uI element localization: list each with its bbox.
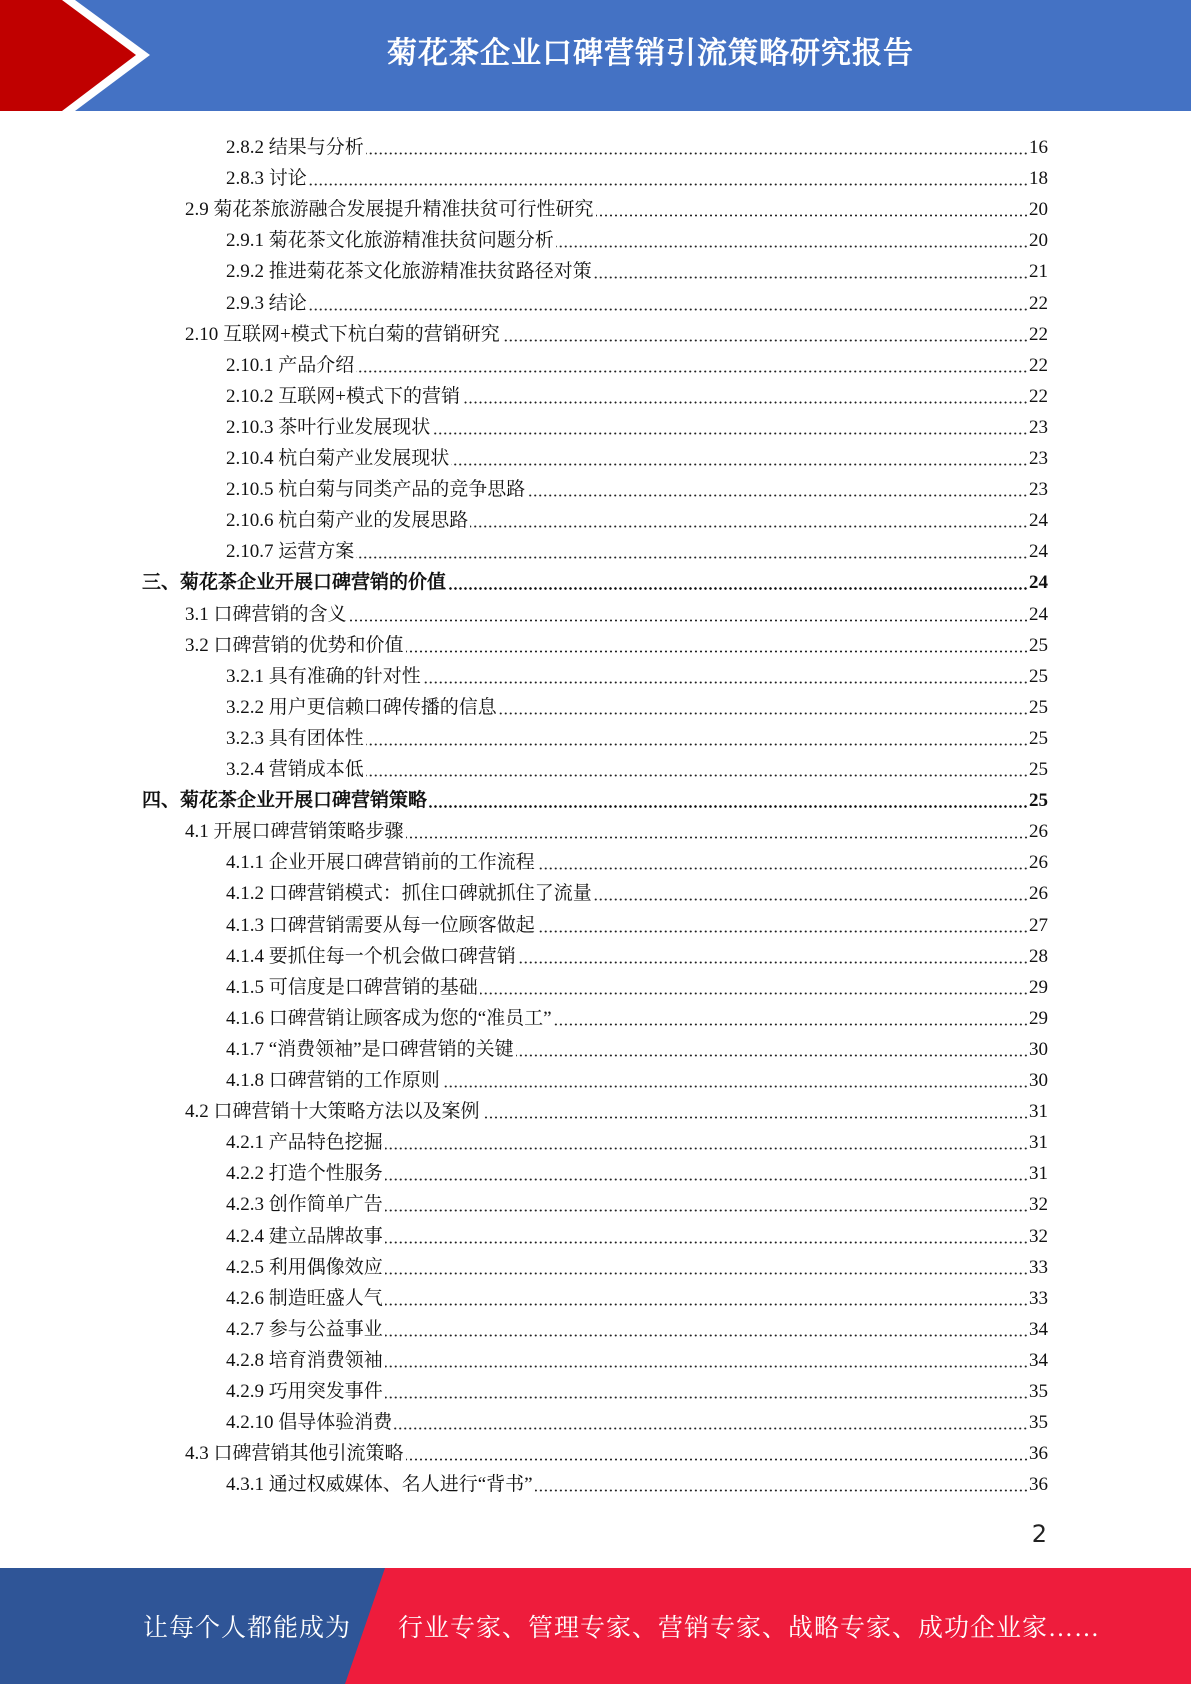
toc-entry-page: 26 — [1029, 852, 1048, 874]
toc-dot-leader — [366, 774, 1028, 777]
toc-entry-page: 33 — [1029, 1256, 1048, 1278]
toc-dot-leader — [596, 214, 1028, 217]
toc-entry-page: 24 — [1029, 572, 1048, 594]
toc-entry-title: 2.10.3 茶叶行业发展现状 — [226, 416, 431, 438]
toc-entry[interactable] — [226, 1123, 1048, 1154]
toc-entry-page: 31 — [1029, 1132, 1048, 1154]
toc-dot-leader — [385, 1147, 1028, 1150]
toc-dot-leader — [537, 867, 1028, 870]
toc-entry[interactable] — [185, 1092, 1048, 1123]
toc-entry-page: 33 — [1029, 1287, 1048, 1309]
toc-dot-leader — [451, 463, 1028, 466]
toc-entry-title: 2.10.4 杭白菊产业发展现状 — [226, 448, 450, 469]
toc-entry[interactable] — [226, 874, 1048, 905]
toc-entry-title: 4.1 开展口碑营销策略步骤 — [185, 821, 404, 843]
toc-entry-title: 4.1.7 “消费领袖”是口碑营销的关键 — [226, 1038, 514, 1060]
toc-dot-leader — [448, 587, 1028, 590]
toc-dot-leader — [429, 805, 1028, 808]
toc-entry-title: 2.10.6 杭白菊产业的发展思路 — [226, 510, 469, 532]
toc-dot-leader — [594, 276, 1028, 279]
toc-entry-title: 三、菊花茶企业开展口碑营销的价值 — [142, 572, 447, 594]
toc-dot-leader — [594, 898, 1028, 901]
toc-dot-leader — [406, 650, 1028, 653]
footer-slogan-right: 行业专家、管理专家、营销专家、战略专家、成功企业家…… — [398, 1615, 1101, 1642]
toc-entry-title: 2.8.3 讨论 — [226, 168, 307, 190]
toc-entry[interactable] — [226, 1248, 1048, 1279]
toc-entry-page: 30 — [1029, 1070, 1048, 1091]
toc-entry[interactable] — [142, 563, 1048, 594]
toc-entry-page: 23 — [1029, 479, 1048, 501]
page-footer — [0, 1568, 1191, 1684]
toc-entry-page: 32 — [1029, 1194, 1048, 1216]
toc-entry[interactable] — [185, 315, 1048, 346]
toc-entry-page: 25 — [1029, 759, 1048, 780]
toc-entry-title: 4.1.4 要抓住每一个机会做口碑营销 — [226, 945, 516, 967]
toc-entry-title: 4.1.6 口碑营销让顾客成为您的“准员工” — [226, 1007, 552, 1029]
toc-entry-page: 31 — [1029, 1101, 1048, 1123]
toc-entry-page: 23 — [1029, 416, 1048, 438]
toc-dot-leader — [366, 743, 1028, 746]
toc-entry-title: 2.10.2 互联网+模式下的营销 — [226, 385, 460, 407]
toc-dot-leader — [502, 339, 1028, 342]
toc-entry[interactable] — [226, 968, 1048, 999]
toc-entry-title: 4.2.3 创作简单广告 — [226, 1194, 383, 1216]
page-header — [0, 0, 1191, 111]
toc-entry[interactable] — [226, 1279, 1048, 1310]
toc-entry-title: 4.1.2 口碑营销模式：抓住口碑就抓住了流量 — [226, 883, 592, 905]
toc-entry[interactable] — [226, 159, 1048, 190]
toc-entry[interactable] — [226, 128, 1048, 159]
toc-entry[interactable] — [185, 595, 1048, 626]
toc-entry-page: 22 — [1029, 354, 1048, 376]
toc-dot-leader — [470, 525, 1028, 528]
toc-dot-leader — [537, 930, 1028, 933]
toc-dot-leader — [499, 712, 1028, 715]
toc-dot-leader — [527, 494, 1028, 497]
toc-entry-title: 2.10.7 运营方案 — [226, 541, 355, 563]
toc-entry-page: 35 — [1029, 1381, 1048, 1402]
report-title: 菊花茶企业口碑营销引流策略研究报告 — [387, 36, 914, 71]
toc-dot-leader — [385, 1303, 1028, 1306]
toc-entry[interactable] — [185, 812, 1048, 843]
toc-entry-title: 2.10 互联网+模式下杭白菊的营销研究 — [185, 323, 500, 345]
toc-entry-page: 20 — [1029, 199, 1048, 221]
toc-entry-page: 25 — [1029, 727, 1048, 749]
toc-entry-title: 4.2.2 打造个性服务 — [226, 1163, 383, 1185]
toc-entry-title: 2.10.5 杭白菊与同类产品的竞争思路 — [226, 479, 526, 501]
toc-entry[interactable] — [226, 1341, 1048, 1372]
toc-dot-leader — [309, 183, 1028, 186]
toc-entry-page: 26 — [1029, 883, 1048, 905]
toc-entry[interactable] — [226, 657, 1048, 688]
toc-entry[interactable] — [226, 906, 1048, 937]
toc-entry-title: 4.3.1 通过权威媒体、名人进行“背书” — [226, 1474, 533, 1496]
page-number: 2 — [1031, 1520, 1047, 1548]
toc-dot-leader — [394, 1427, 1028, 1430]
toc-entry-title: 2.9.1 菊花茶文化旅游精准扶贫问题分析 — [226, 230, 554, 252]
toc-dot-leader — [535, 1489, 1028, 1492]
toc-entry[interactable] — [142, 781, 1048, 812]
toc-entry-page: 25 — [1029, 790, 1048, 812]
toc-entry[interactable] — [226, 1372, 1048, 1403]
toc-dot-leader — [385, 1209, 1028, 1212]
toc-dot-leader — [366, 152, 1028, 155]
toc-dot-leader — [385, 1365, 1028, 1368]
toc-dot-leader — [385, 1272, 1028, 1275]
toc-dot-leader — [385, 1396, 1028, 1399]
toc-dot-leader — [309, 308, 1028, 311]
toc-dot-leader — [554, 1023, 1028, 1026]
toc-entry-page: 35 — [1029, 1412, 1048, 1434]
toc-entry-title: 4.2.1 产品特色挖掘 — [226, 1132, 383, 1154]
toc-entry[interactable] — [226, 439, 1048, 470]
toc-entry-page: 22 — [1029, 385, 1048, 407]
toc-entry-page: 20 — [1029, 230, 1048, 252]
toc-entry-page: 25 — [1029, 696, 1048, 718]
toc-entry[interactable] — [226, 999, 1048, 1030]
header-chevron-graphic — [0, 0, 160, 111]
toc-entry-title: 4.1.3 口碑营销需要从每一位顾客做起 — [226, 914, 535, 936]
toc-entry-page: 29 — [1029, 1007, 1048, 1029]
toc-entry[interactable] — [226, 1061, 1048, 1092]
toc-dot-leader — [556, 245, 1028, 248]
toc-entry[interactable] — [226, 1310, 1048, 1341]
toc-entry-title: 2.8.2 结果与分析 — [226, 137, 364, 158]
toc-entry[interactable] — [226, 470, 1048, 501]
toc-dot-leader — [406, 1458, 1028, 1461]
toc-entry-page: 24 — [1029, 541, 1048, 563]
toc-dot-leader — [356, 556, 1028, 559]
toc-entry-page: 34 — [1029, 1318, 1048, 1340]
toc-dot-leader — [432, 432, 1028, 435]
toc-entry-page: 28 — [1029, 945, 1048, 967]
toc-entry-page: 32 — [1029, 1225, 1048, 1247]
toc-entry[interactable] — [226, 1403, 1048, 1434]
toc-entry-title: 4.1.5 可信度是口碑营销的基础 — [226, 976, 478, 998]
toc-dot-leader — [480, 992, 1028, 995]
toc-entry[interactable] — [226, 1217, 1048, 1248]
toc-dot-leader — [385, 1334, 1028, 1337]
toc-entry[interactable] — [226, 1154, 1048, 1185]
toc-entry-title: 3.2.4 营销成本低 — [226, 759, 364, 780]
toc-dot-leader — [516, 1054, 1028, 1057]
toc-entry-page: 21 — [1029, 261, 1048, 283]
toc-entry[interactable] — [226, 719, 1048, 750]
toc-entry-title: 2.9.2 推进菊花茶文化旅游精准扶贫路径对策 — [226, 261, 592, 283]
toc-entry[interactable] — [226, 252, 1048, 283]
toc-entry-title: 4.2.6 制造旺盛人气 — [226, 1287, 383, 1309]
toc-entry[interactable] — [226, 346, 1048, 377]
toc-entry[interactable] — [185, 1434, 1048, 1465]
toc-entry-title: 3.2.1 具有准确的针对性 — [226, 665, 421, 687]
toc-entry-page: 24 — [1029, 510, 1048, 532]
toc-entry[interactable] — [226, 284, 1048, 315]
toc-entry[interactable] — [226, 843, 1048, 874]
toc-entry-title: 四、菊花茶企业开展口碑营销策略 — [142, 790, 428, 812]
toc-dot-leader — [462, 401, 1028, 404]
toc-entry-page: 22 — [1029, 292, 1048, 314]
toc-entry[interactable] — [185, 626, 1048, 657]
toc-entry-title: 4.1.1 企业开展口碑营销前的工作流程 — [226, 852, 535, 874]
toc-entry-page: 34 — [1029, 1349, 1048, 1371]
toc-entry-title: 4.3 口碑营销其他引流策略 — [185, 1443, 404, 1465]
toc-entry-title: 3.2 口碑营销的优势和价值 — [185, 634, 404, 656]
toc-entry-page: 16 — [1029, 137, 1048, 158]
toc-entry-title: 3.2.2 用户更信赖口碑传播的信息 — [226, 696, 497, 718]
toc-entry-page: 30 — [1029, 1038, 1048, 1060]
toc-entry-title: 4.2 口碑营销十大策略方法以及案例 — [185, 1101, 480, 1123]
toc-entry-title: 4.2.10 倡导体验消费 — [226, 1412, 393, 1434]
toc-entry-page: 36 — [1029, 1474, 1048, 1496]
toc-entry-page: 36 — [1029, 1443, 1048, 1465]
toc-entry-page: 31 — [1029, 1163, 1048, 1185]
toc-dot-leader — [356, 370, 1028, 373]
toc-dot-leader — [442, 1085, 1028, 1088]
toc-entry-title: 4.2.5 利用偶像效应 — [226, 1256, 383, 1278]
toc-entry[interactable] — [226, 377, 1048, 408]
toc-entry[interactable] — [226, 688, 1048, 719]
toc-entry[interactable] — [226, 1465, 1048, 1496]
toc-entry-page: 25 — [1029, 665, 1048, 687]
toc-dot-leader — [349, 619, 1028, 622]
toc-entry-title: 4.1.8 口碑营销的工作原则 — [226, 1070, 440, 1091]
toc-entry[interactable] — [185, 190, 1048, 221]
toc-entry-title: 4.2.8 培育消费领袖 — [226, 1349, 383, 1371]
toc-entry-page: 24 — [1029, 603, 1048, 625]
toc-entry-title: 2.9 菊花茶旅游融合发展提升精准扶贫可行性研究 — [185, 199, 594, 221]
toc-entry-page: 29 — [1029, 976, 1048, 998]
toc-entry[interactable] — [226, 750, 1048, 781]
toc-entry-title: 2.10.1 产品介绍 — [226, 354, 355, 376]
toc-entry-page: 23 — [1029, 448, 1048, 469]
toc-entry[interactable] — [226, 937, 1048, 968]
toc-entry-page: 25 — [1029, 634, 1048, 656]
toc-entry-page: 22 — [1029, 323, 1048, 345]
toc-entry-title: 3.1 口碑营销的含义 — [185, 603, 347, 625]
toc-entry-title: 4.2.7 参与公益事业 — [226, 1318, 383, 1340]
toc-entry[interactable] — [226, 1185, 1048, 1216]
footer-slogan-left: 让每个人都能成为 — [143, 1615, 352, 1642]
toc-entry-title: 4.2.9 巧用突发事件 — [226, 1381, 383, 1402]
toc-entry-title: 3.2.3 具有团体性 — [226, 727, 364, 749]
toc-dot-leader — [482, 1116, 1028, 1119]
toc-dot-leader — [385, 1241, 1028, 1244]
toc-entry[interactable] — [226, 501, 1048, 532]
toc-entry-page: 26 — [1029, 821, 1048, 843]
toc-entry-title: 4.2.4 建立品牌故事 — [226, 1225, 383, 1247]
toc-entry[interactable] — [226, 408, 1048, 439]
toc-dot-leader — [406, 836, 1028, 839]
toc-entry-page: 18 — [1029, 168, 1048, 190]
toc-entry[interactable] — [226, 221, 1048, 252]
toc-entry[interactable] — [226, 1030, 1048, 1061]
toc-dot-leader — [518, 961, 1028, 964]
toc-entry[interactable] — [226, 532, 1048, 563]
toc-entry-title: 2.9.3 结论 — [226, 292, 307, 314]
toc-dot-leader — [385, 1178, 1028, 1181]
toc-dot-leader — [423, 681, 1028, 684]
toc-entry-page: 27 — [1029, 914, 1048, 936]
